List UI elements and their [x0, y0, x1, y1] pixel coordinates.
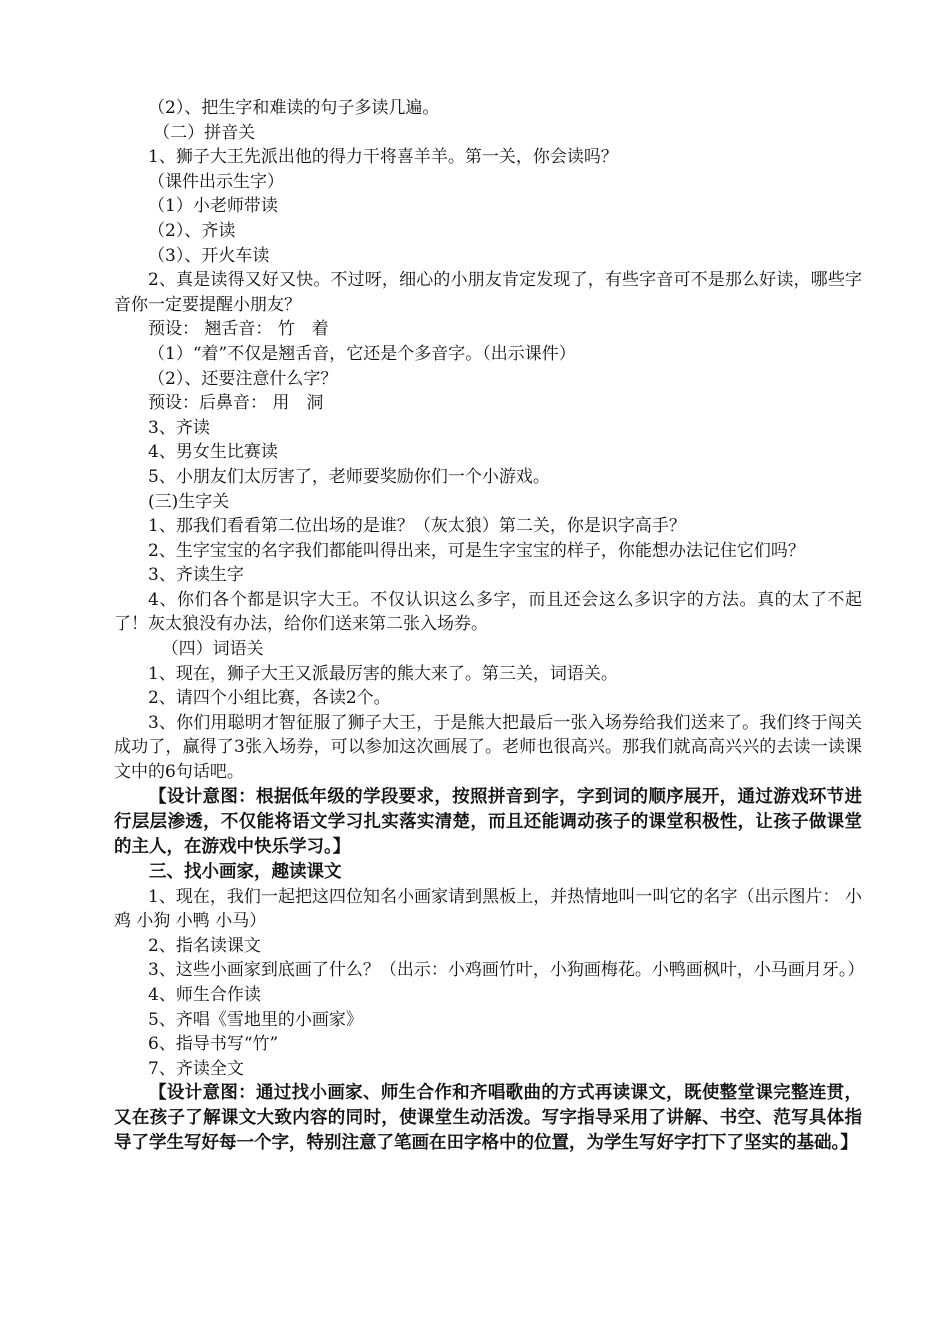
- paragraph: 1、现在，我们一起把这四位知名小画家请到黑板上，并热情地叫一叫它的名字（出示图片： 小鸡 小狗 小鸭 小马）: [114, 886, 862, 932]
- bold-paragraph: 三、找小画家，趣读课文: [149, 861, 342, 882]
- paragraph: 2、请四个小组比赛，各读2个。: [148, 688, 391, 709]
- paragraph: 4、男女生比赛读: [148, 442, 278, 463]
- paragraph: 2、生字宝宝的名字我们都能叫得出来，可是生字宝宝的样子，你能想办法记住它们吗？: [148, 540, 805, 561]
- bold-paragraph: 【设计意图：根据低年级的学段要求，按照拼音到字，字到词的顺序展开，通过游戏环节进行层层渗透，不仅能将语文学习扎实落实清楚，而且还能调动孩子的课堂积极性，让孩子做课堂的主人，在游戏中快乐学习。】: [114, 786, 862, 857]
- paragraph: 1、狮子大王先派出他的得力干将喜羊羊。第一关，你会读吗？: [148, 147, 618, 168]
- bold-paragraph: 【设计意图：通过找小画家、师生合作和齐唱歌曲的方式再读课文，既使整堂课完整连贯，又在孩子了解课文大致内容的同时，使课堂生动活泼。写字指导采用了讲解、书空、范写具体指导了学生写好每一个字，特别注意了笔画在田字格中的位置，为学生写好字打下了坚实的基础。】: [114, 1083, 862, 1154]
- paragraph: 3、你们用聪明才智征服了狮子大王，于是熊大把最后一张入场券给我们送来了。我们终于闯关成功了，赢得了3张入场券，可以参加这次画展了。老师也很高兴。那我们就高高兴兴的去读一读课文中的6句话吧。: [114, 712, 862, 783]
- paragraph: 4、你们各个都是识字大王。不仅认识这么多字，而且还会这么多识字的方法。真的太了不起了！灰太狼没有办法，给你们送来第二张入场券。: [114, 589, 862, 635]
- paragraph: （二）拼音关: [153, 122, 256, 143]
- paragraph: (三)生字关: [148, 491, 230, 512]
- paragraph: 2、真是读得又好又快。不过呀，细心的小朋友肯定发现了，有些字音可不是那么好读，哪些字音你一定要提醒小朋友？: [114, 270, 862, 315]
- paragraph: 6、指导书写“竹”: [148, 1034, 279, 1055]
- paragraph: 3、齐读: [148, 417, 210, 438]
- paragraph: 1、那我们看看第二位出场的是谁？（灰太狼）第二关，你是识字高手？: [148, 516, 686, 537]
- paragraph: 2、指名读课文: [148, 935, 261, 956]
- paragraph: 3、这些小画家到底画了什么？（出示：小鸡画竹叶，小狗画梅花。小鸭画枫叶，小马画月牙。）: [148, 960, 865, 981]
- paragraph: 5、小朋友们太厉害了，老师要奖励你们一个小游戏。: [148, 466, 550, 487]
- document-body: [114, 96, 865, 1156]
- paragraph: 7、齐读全文: [148, 1058, 244, 1079]
- paragraph: 3、齐读生字: [148, 565, 244, 586]
- paragraph: （四）词语关: [161, 639, 264, 660]
- paragraph: （2）、还要注意什么字？: [148, 368, 338, 389]
- paragraph: 预设： 翘舌音： 竹 着: [148, 319, 329, 340]
- paragraph: 5、齐唱《雪地里的小画家》: [148, 1009, 363, 1030]
- paragraph: 预设：后鼻音： 用 洞: [148, 393, 324, 414]
- paragraph: （课件出示生字）: [148, 171, 284, 192]
- paragraph: （3）、开火车读: [148, 245, 270, 266]
- paragraph: （1）“着”不仅是翘舌音，它还是个多音字。（出示课件）: [148, 343, 576, 364]
- paragraph: 4、师生合作读: [148, 985, 261, 1005]
- paragraph: （2）、把生字和难读的句子多读几遍。: [148, 98, 440, 118]
- paragraph: 1、现在，狮子大王又派最厉害的熊大来了。第三关，词语关。: [148, 663, 618, 684]
- paragraph: （1）小老师带读: [148, 196, 278, 217]
- paragraph: （2）、齐读: [148, 220, 236, 241]
